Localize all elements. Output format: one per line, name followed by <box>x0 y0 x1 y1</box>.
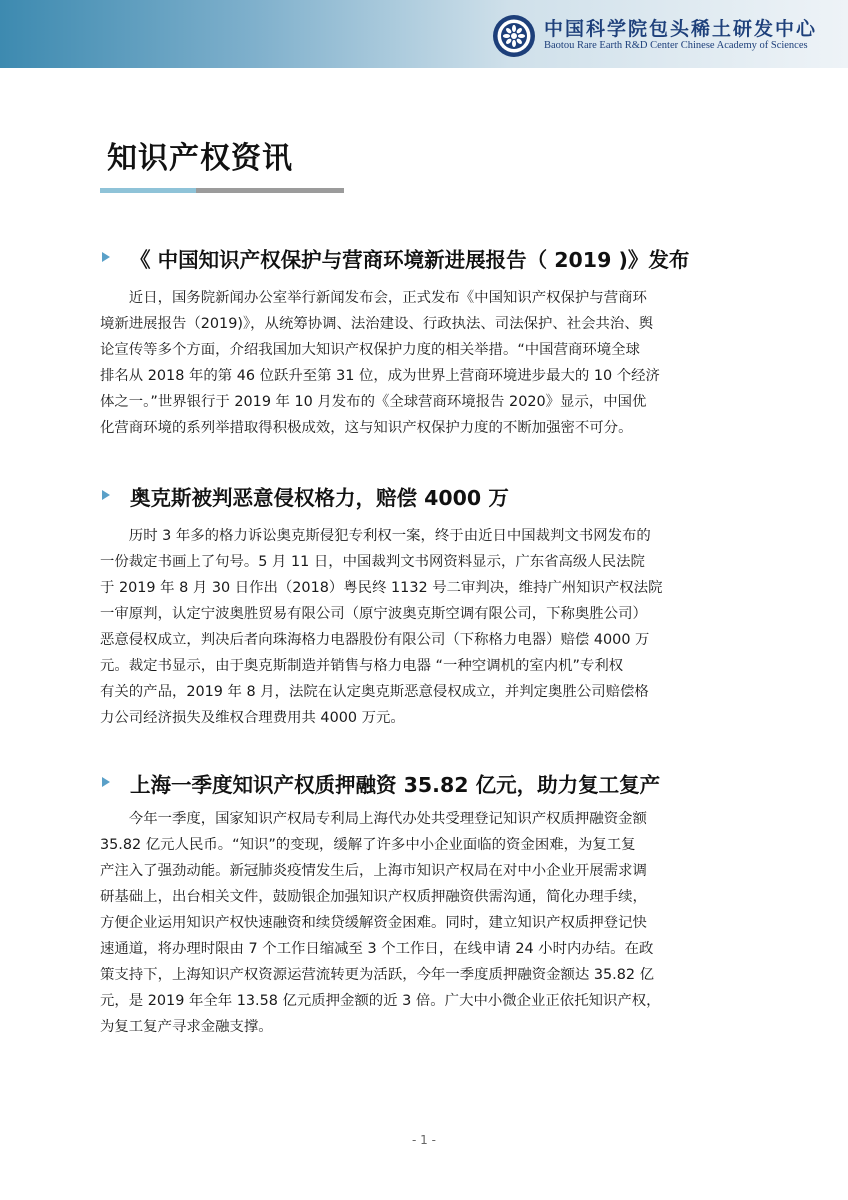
title-underline-accent <box>100 188 196 193</box>
section-heading <box>102 481 762 511</box>
paragraph-line: 排名从 2018 年的第 46 位跃升至第 31 位，成为世界上营商环境进步最大的 10 个经济 <box>100 368 660 384</box>
section-paragraph <box>100 285 752 441</box>
paragraph-line: 方便企业运用知识产权快速融资和续贷缓解资金困难。同时，建立知识产权质押登记快 <box>100 915 647 931</box>
paragraph-line: 论宣传等多个方面，介绍我国加大知识产权保护力度的相关举措。“中国营商环境全球 <box>100 342 640 358</box>
paragraph-line: 近日，国务院新闻办公室举行新闻发布会，正式发布《中国知识产权保护与营商环 <box>128 290 647 306</box>
title-underline-gray <box>196 188 344 193</box>
paragraph-line: 体之一。”世界银行于 2019 年 10 月发布的《全球营商环境报告 2020》显示，中国优 <box>100 394 647 410</box>
bullet-triangle-icon <box>102 252 110 262</box>
paragraph-line: 恶意侵权成立，判决后者向珠海格力电器股份有限公司（下称格力电器）赔偿 4000 万 <box>100 632 650 648</box>
section-paragraph <box>100 523 752 731</box>
bullet-triangle-icon <box>102 490 110 500</box>
paragraph-line: 历时 3 年多的格力诉讼奥克斯侵犯专利权一案，终于由近日中国裁判文书网发布的 <box>128 528 651 544</box>
bullet-triangle-icon <box>102 777 110 787</box>
paragraph-line: 有关的产品，2019 年 8 月，法院在认定奥克斯恶意侵权成立，并判定奥胜公司赔偿格 <box>100 684 649 700</box>
org-name-cn: 中国科学院包头稀土研发中心 <box>544 18 818 40</box>
paragraph-line: 一审原判，认定宁波奥胜贸易有限公司（原宁波奥克斯空调有限公司，下称奥胜公司） <box>100 606 647 622</box>
paragraph-line: 境新进展报告（2019)》，从统筹协调、法治建设、行政执法、司法保护、社会共治、舆 <box>100 316 654 332</box>
section-heading <box>102 243 762 273</box>
section-heading-text: 奥克斯被判恶意侵权格力，赔偿 4000 万 <box>130 486 509 510</box>
section-heading-text: 上海一季度知识产权质押融资 35.82 亿元，助力复工复产 <box>130 773 661 797</box>
paragraph-line: 为复工复产寻求金融支撑。 <box>100 1019 273 1035</box>
section-heading-text: 《 中国知识产权保护与营商环境新进展报告（ 2019 )》发布 <box>130 248 690 272</box>
paragraph-line: 今年一季度，国家知识产权局专利局上海代办处共受理登记知识产权质押融资金额 <box>128 811 647 827</box>
paragraph-line: 一份裁定书画上了句号。5 月 11 日，中国裁判文书网资料显示，广东省高级人民法院 <box>100 554 645 570</box>
org-logo <box>492 12 840 58</box>
cas-emblem-icon <box>492 14 536 58</box>
paragraph-line: 产注入了强劲动能。新冠肺炎疫情发生后，上海市知识产权局在对中小企业开展需求调 <box>100 863 647 879</box>
page-number: - 1 - <box>412 1133 436 1147</box>
org-name-en: Baotou Rare Earth R&D Center Chinese Academy of Sciences <box>544 40 808 51</box>
paragraph-line: 元，是 2019 年全年 13.58 亿元质押金额的近 3 倍。广大中小微企业正依托知识产权， <box>100 993 661 1009</box>
paragraph-line: 元。裁定书显示，由于奥克斯制造并销售与格力电器 “一种空调机的室内机”专利权 <box>100 658 624 674</box>
paragraph-line: 力公司经济损失及维权合理费用共 4000 万元。 <box>100 710 405 726</box>
paragraph-line: 研基础上，出台相关文件，鼓励银企加强知识产权质押融资供需沟通，简化办理手续， <box>100 889 647 905</box>
paragraph-line: 于 2019 年 8 月 30 日作出（2018）粤民终 1132 号二审判决，维持广州知识产权法院 <box>100 580 663 596</box>
page-title: 知识产权资讯 <box>107 141 293 176</box>
section-heading <box>102 768 762 798</box>
paragraph-line: 策支持下，上海知识产权资源运营流转更为活跃，今年一季度质押融资金额达 35.82 亿 <box>100 967 655 983</box>
paragraph-line: 速通道，将办理时限由 7 个工作日缩减至 3 个工作日，在线申请 24 小时内办结。在政 <box>100 941 654 957</box>
paragraph-line: 化营商环境的系列举措取得积极成效，这与知识产权保护力度的不断加强密不可分。 <box>100 420 633 436</box>
section-paragraph <box>100 806 752 1040</box>
paragraph-line: 35.82 亿元人民币。“知识”的变现，缓解了许多中小企业面临的资金困难，为复工复 <box>100 837 636 853</box>
